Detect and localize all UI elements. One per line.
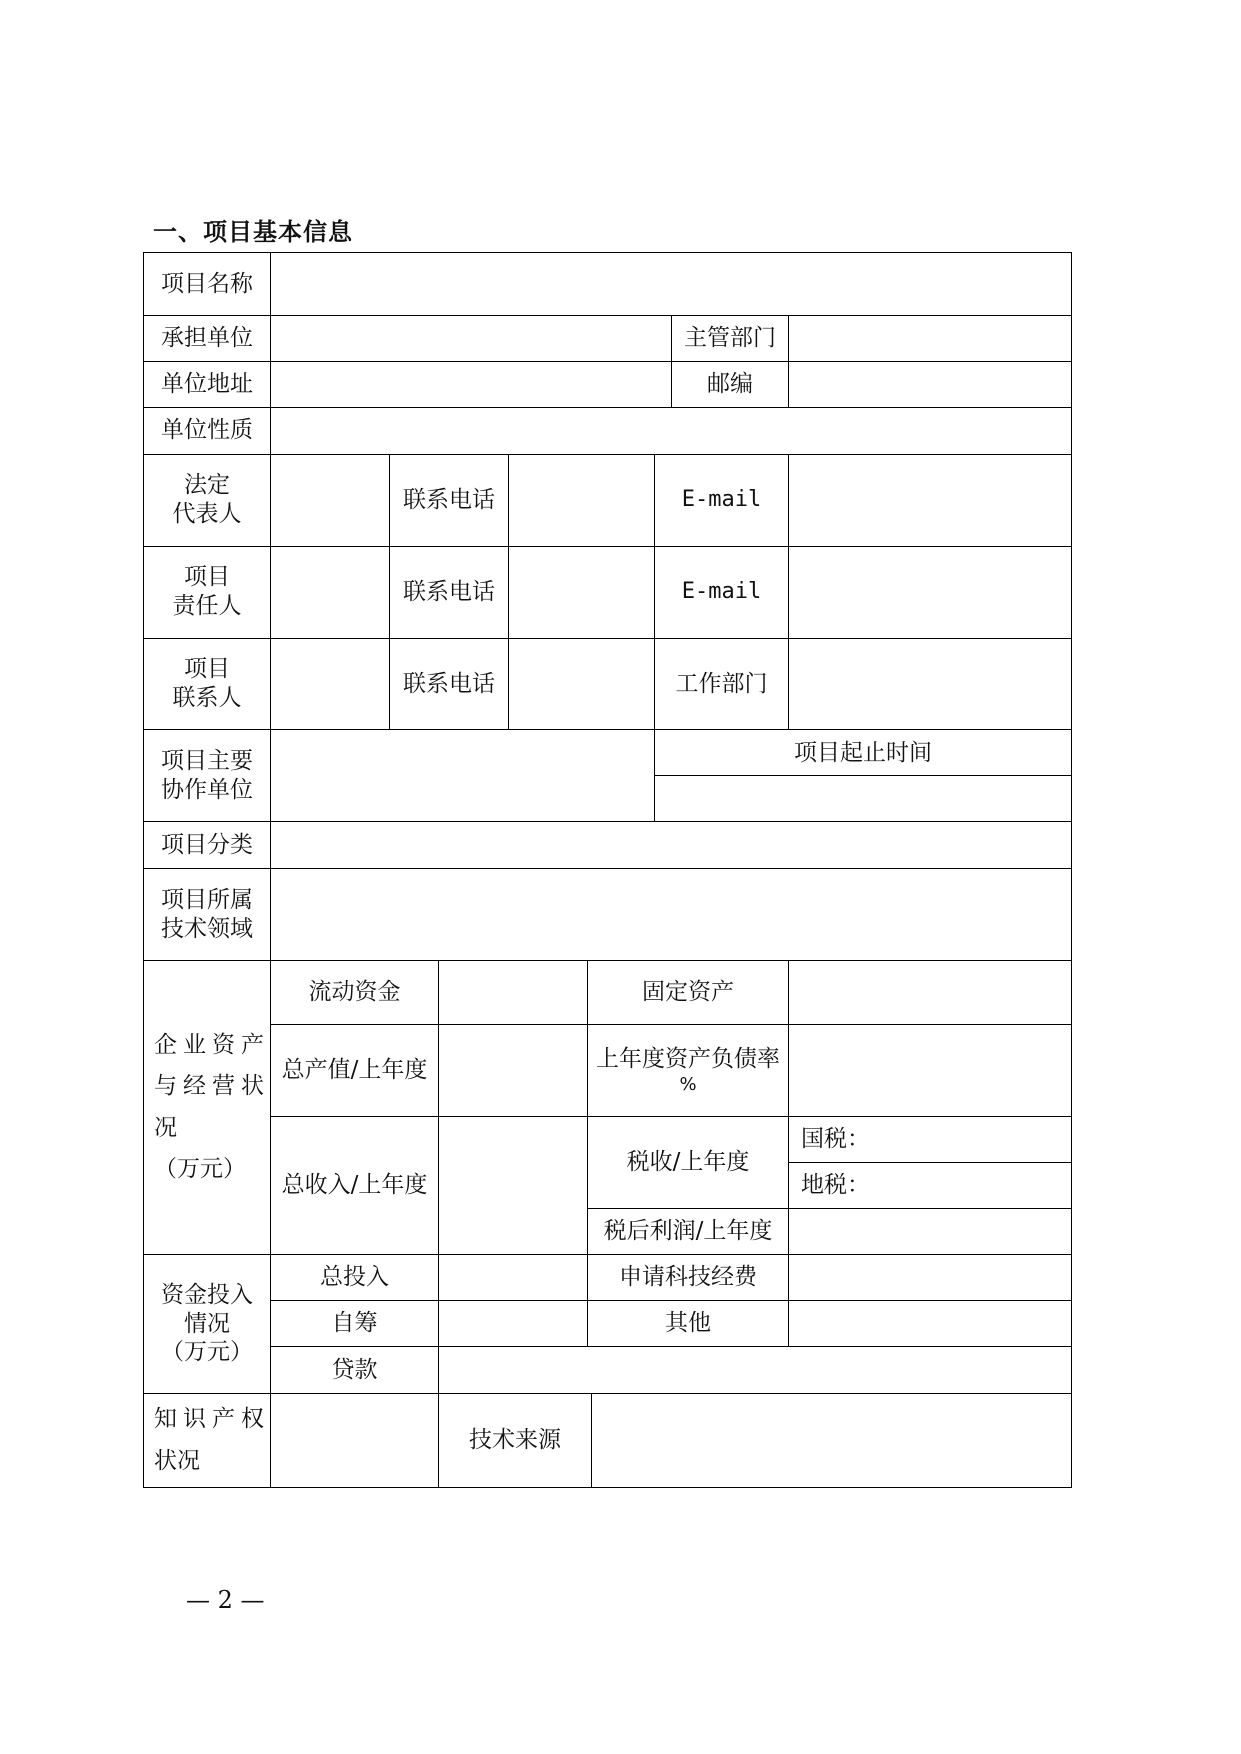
project-leader-input[interactable]	[271, 546, 390, 638]
partners-label	[144, 730, 271, 822]
tech-field-label-line2: 技术领域	[161, 915, 253, 942]
project-leader-phone-input[interactable]	[509, 546, 655, 638]
self-raised-input[interactable]	[439, 1300, 588, 1346]
enterprise-assets-label	[144, 961, 271, 1255]
current-funds-input[interactable]	[439, 961, 588, 1025]
tech-field-label-line1: 项目所属	[161, 887, 253, 914]
applied-funds-input[interactable]	[789, 1255, 1072, 1301]
project-leader-email-input[interactable]	[789, 546, 1072, 638]
partners-label-line1: 项目主要	[161, 748, 253, 775]
total-revenue-label: 总收入/上年度	[271, 1117, 439, 1255]
enterprise-assets-label-line2: 与经营状	[154, 1073, 270, 1100]
tax-label: 税收/上年度	[588, 1117, 789, 1209]
ip-status-label-line1: 知识产权	[154, 1406, 270, 1433]
tech-field-input[interactable]	[271, 869, 1072, 961]
work-dept-input[interactable]	[789, 638, 1072, 730]
current-funds-label: 流动资金	[271, 961, 439, 1025]
legal-rep-label	[144, 454, 271, 546]
project-contact-phone-input[interactable]	[509, 638, 655, 730]
fixed-assets-label: 固定资产	[588, 961, 789, 1025]
undertaking-unit-input[interactable]	[271, 315, 672, 361]
total-revenue-input[interactable]	[439, 1117, 588, 1255]
tech-field-label	[144, 869, 271, 961]
tech-source-label: 技术来源	[439, 1394, 592, 1488]
ip-status-label	[144, 1394, 271, 1488]
legal-rep-email-label: E-mail	[655, 454, 789, 546]
project-contact-label-line2: 联系人	[172, 685, 242, 712]
output-value-label: 总产值/上年度	[271, 1025, 439, 1117]
supervising-dept-label: 主管部门	[672, 315, 789, 361]
unit-nature-input[interactable]	[271, 407, 1072, 454]
project-period-label: 项目起止时间	[655, 730, 1072, 776]
category-input[interactable]	[271, 822, 1072, 869]
legal-rep-email-input[interactable]	[789, 454, 1072, 546]
supervising-dept-input[interactable]	[789, 315, 1072, 361]
total-investment-input[interactable]	[439, 1255, 588, 1301]
national-tax-field[interactable]: 国税：	[789, 1117, 1072, 1163]
project-leader-email-label: E-mail	[655, 546, 789, 638]
debt-ratio-label	[588, 1025, 789, 1117]
project-name-input[interactable]	[271, 253, 1072, 316]
legal-rep-phone-label: 联系电话	[390, 454, 509, 546]
total-investment-label: 总投入	[271, 1255, 439, 1301]
local-tax-field[interactable]: 地税：	[789, 1163, 1072, 1209]
work-dept-label: 工作部门	[655, 638, 789, 730]
ip-status-label-line2: 状况	[154, 1447, 200, 1474]
postcode-label: 邮编	[672, 361, 789, 407]
fixed-assets-input[interactable]	[789, 961, 1072, 1025]
undertaking-unit-label: 承担单位	[144, 315, 271, 361]
tech-source-input[interactable]	[592, 1394, 1072, 1488]
other-input[interactable]	[789, 1300, 1072, 1346]
applied-funds-label: 申请科技经费	[588, 1255, 789, 1301]
ip-status-input[interactable]	[271, 1394, 439, 1488]
net-profit-label: 税后利润/上年度	[588, 1209, 789, 1255]
project-contact-input[interactable]	[271, 638, 390, 730]
enterprise-assets-label-line1: 企业资产	[154, 1031, 270, 1058]
output-value-input[interactable]	[439, 1025, 588, 1117]
project-leader-label	[144, 546, 271, 638]
postcode-input[interactable]	[789, 361, 1072, 407]
section-title: 一、项目基本信息	[153, 218, 353, 246]
legal-rep-label-line2: 代表人	[172, 501, 242, 528]
project-contact-label	[144, 638, 271, 730]
other-label: 其他	[588, 1300, 789, 1346]
debt-ratio-input[interactable]	[789, 1025, 1072, 1117]
enterprise-assets-label-line3: 况	[154, 1114, 177, 1141]
project-name-label: 项目名称	[144, 253, 271, 316]
project-leader-label-line2: 责任人	[172, 593, 242, 620]
investment-label-line3: （万元）	[161, 1339, 253, 1366]
investment-label-line2: 情况	[184, 1310, 230, 1337]
project-info-table	[143, 252, 1072, 1488]
self-raised-label: 自筹	[271, 1300, 439, 1346]
investment-label-line1: 资金投入	[161, 1281, 253, 1308]
partners-input[interactable]	[271, 730, 655, 822]
category-label: 项目分类	[144, 822, 271, 869]
project-period-input[interactable]	[655, 776, 1072, 822]
partners-label-line2: 协作单位	[161, 776, 253, 803]
enterprise-assets-label-line4: （万元）	[154, 1156, 246, 1183]
net-profit-input[interactable]	[789, 1209, 1072, 1255]
legal-rep-input[interactable]	[271, 454, 390, 546]
project-leader-label-line1: 项目	[184, 564, 230, 591]
loan-label: 贷款	[271, 1346, 439, 1393]
loan-input[interactable]	[439, 1346, 1072, 1393]
investment-label	[144, 1255, 271, 1394]
debt-ratio-label-line1: 上年度资产负债率	[596, 1046, 780, 1073]
unit-nature-label: 单位性质	[144, 407, 271, 454]
legal-rep-label-line1: 法定	[184, 472, 230, 499]
unit-address-input[interactable]	[271, 361, 672, 407]
legal-rep-phone-input[interactable]	[509, 454, 655, 546]
unit-address-label: 单位地址	[144, 361, 271, 407]
project-leader-phone-label: 联系电话	[390, 546, 509, 638]
page-number: — 2 —	[186, 1586, 265, 1614]
debt-ratio-label-line2: %	[679, 1073, 697, 1095]
project-contact-label-line1: 项目	[184, 656, 230, 683]
project-contact-phone-label: 联系电话	[390, 638, 509, 730]
